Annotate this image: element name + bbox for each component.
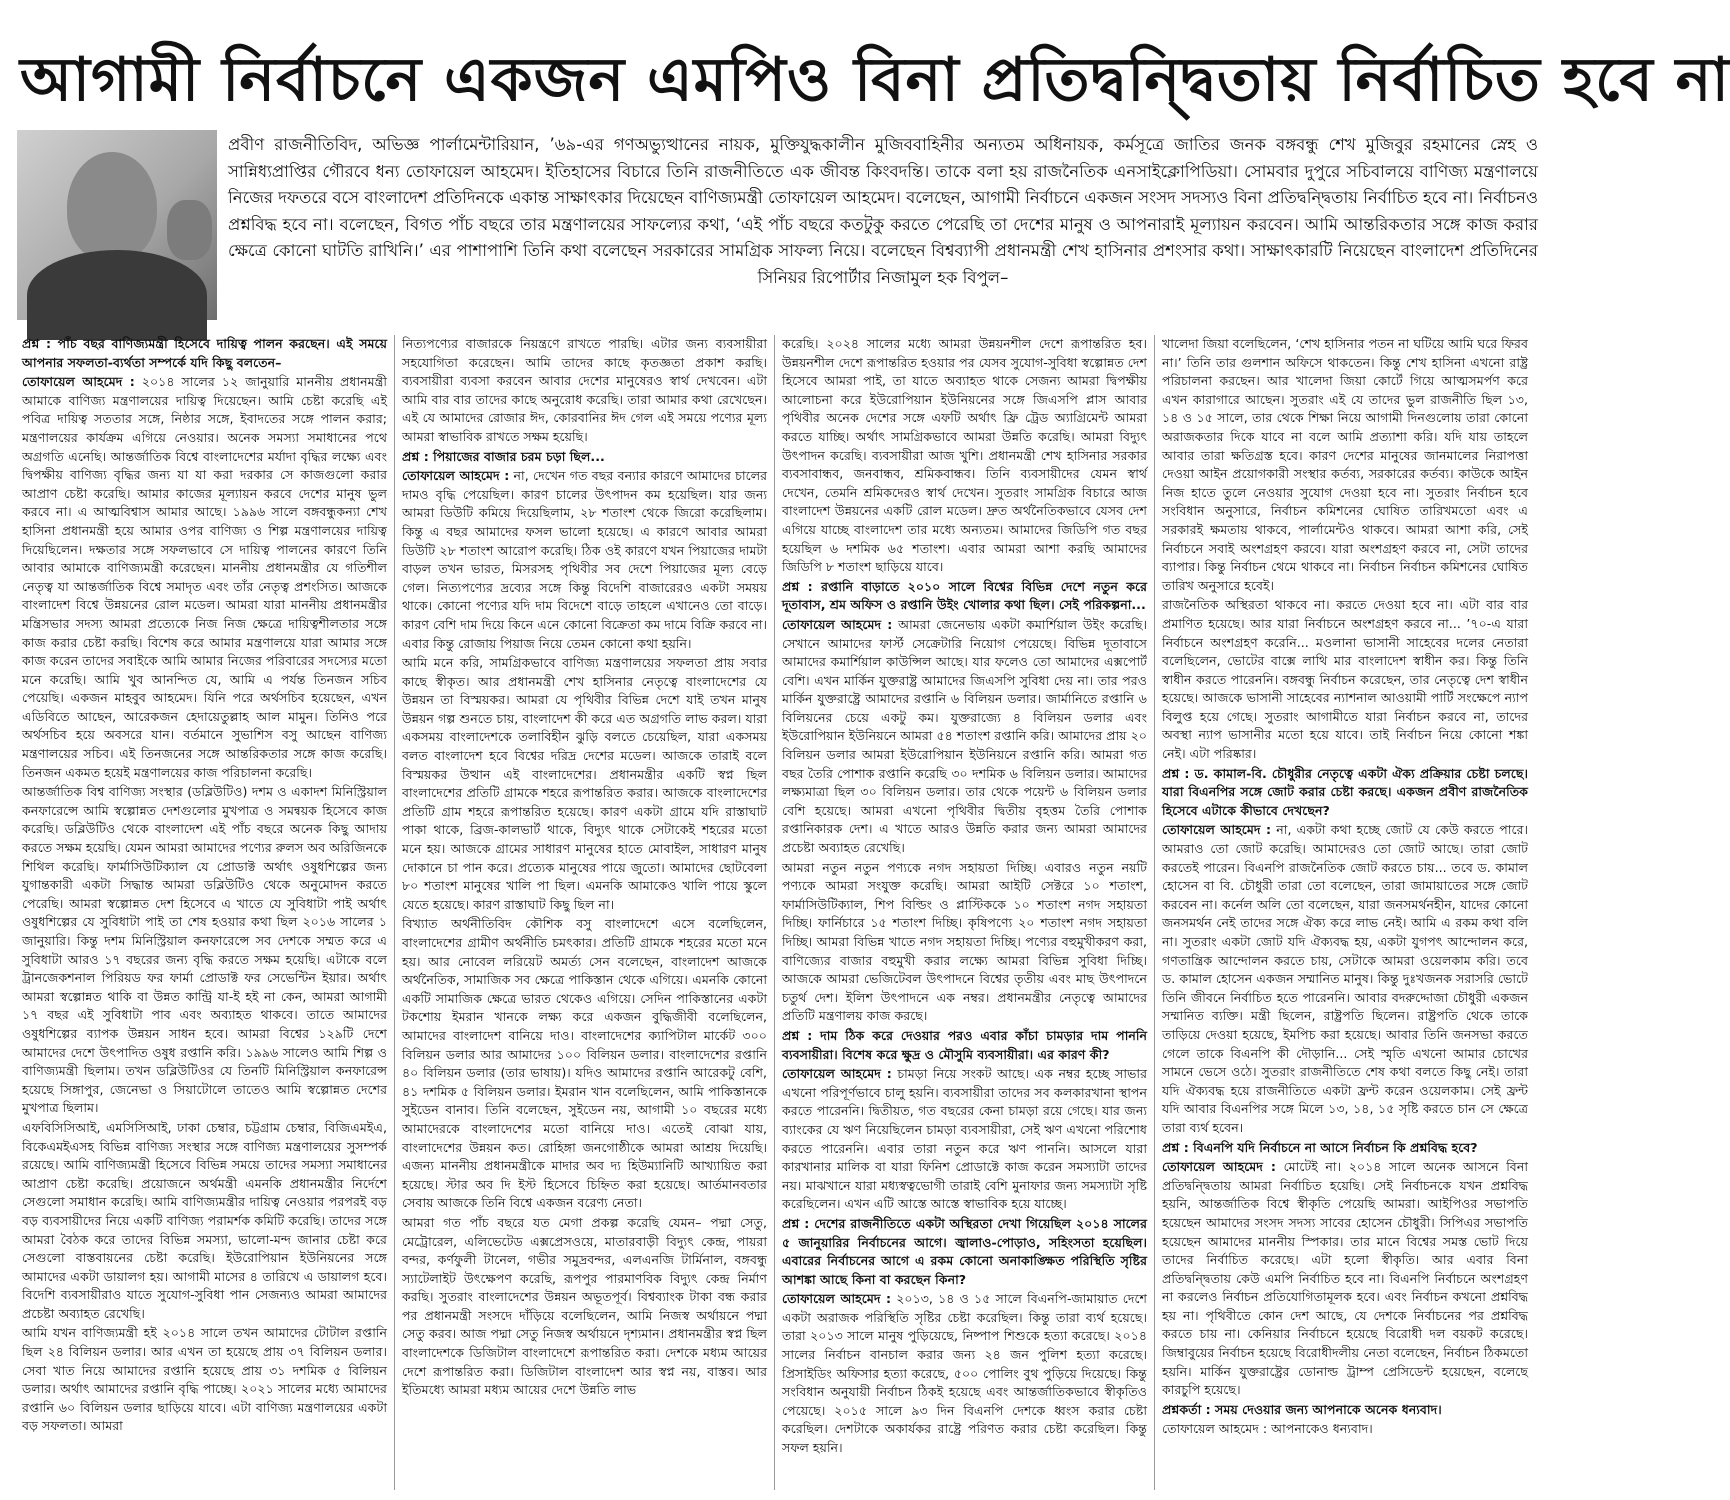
- article-paragraph: [782, 1290, 1147, 1457]
- headline: আগামী নির্বাচনে একজন এমপিও বিনা প্রতিদ্বন্দ্বিতায় নির্বাচিত হবে না: [20, 45, 1730, 115]
- article-paragraph: [22, 1119, 387, 1324]
- question-or-speaker-label: তোফায়েল আহমেদ :: [782, 1066, 892, 1082]
- article-paragraph: [22, 335, 387, 372]
- answer-text: করেছি। ২০২৪ সালের মধ্যে আমরা উন্নয়নশীল দেশে রূপান্তরিত হব। উন্নয়নশীল দেশে রূপান্তরিত হওয়ার পর যেসব সুযোগ-সুবিধা স্বল্পোন্নত দেশ হিসেবে আমরা পাই, তা যাতে অব্যাহত থাকে সেজন্য আমরা দ্বিপক্ষীয় আলোচনা করে ইউরোপিয়ান ইউনিয়নের সঙ্গে জিএসপি প্লাস আবার পৃথিবীর অনেক দেশের সঙ্গে এফটি অর্থাৎ ফ্রি ট্রেড অ্যাগ্রিমেন্ট আমরা করতে যাচ্ছি। অর্থাৎ সামগ্রিকভাবে আমরা উন্নতি করেছি। আমরা বিদ্যুৎ উৎপাদন করেছি। ব্যবসায়ীরা আজ খুশি। প্রধানমন্ত্রী শেখ হাসিনার সরকার ব্যবসাবান্ধব, জনবান্ধব, শ্রমিকবান্ধব। তিনি ব্যবসায়ীদের যেমন স্বার্থ দেখেন, তেমনি শ্রমিকদেরও স্বার্থ দেখেন। সুতরাং সামগ্রিক বিচারে আজ বাংলাদেশ উন্নয়নের একটি রোল মডেল। দ্রুত অর্থনৈতিকভাবে যেসব দেশ এগিয়ে যাচ্ছে বাংলাদেশ তার মধ্যে অন্যতম। আমাদের জিডিপি গত বছর হয়েছিল ৬ দশমিক ৬৫ শতাংশ। এবার আমরা আশা করছি আমাদের জিডিপি ৮ শতাংশ ছাড়িয়ে যাবে।: [782, 336, 1147, 575]
- article-paragraph: [782, 1215, 1147, 1289]
- answer-text: আমরা জেনেভায় একটা কমার্শিয়াল উইং করেছি। সেখানে আমাদের ফার্স্ট সেক্রেটারি নিয়োগ পেয়েছে। বিভিন্ন দূতাবাসে আমাদের কমার্শিয়াল কাউন্সিল আছে। যার ফলেও তো আমাদের এক্সপোর্ট বেশি। এখন মার্কিন যুক্তরাষ্ট্র আমাদের জিএসপি সুবিধা দেয় না। তার পরও মার্কিন যুক্তরাষ্ট্রে আমাদের রপ্তানি ৬ বিলিয়ন ডলার। জার্মানিতে রপ্তানি ৬ বিলিয়নের চেয়ে একটু কম। যুক্তরাজ্যে ৪ বিলিয়ন ডলার এবং ইউরোপিয়ান ইউনিয়নে আমরা ৫৪ শতাংশ রপ্তানি করি। আমাদের প্রায় ২০ বিলিয়ন ডলার আমরা ইউরোপিয়ান ইউনিয়নে রপ্তানি করি। আমরা গত বছর তৈরি পোশাক রপ্তানি করেছি ৩০ দশমিক ৬ বিলিয়ন ডলার। আমাদের লক্ষ্যমাত্রা ছিল ৩০ বিলিয়ন ডলার। তার থেকে পয়েন্ট ৬ বিলিয়ন ডলার বেশি হয়েছে। আমরা এখনো পৃথিবীর দ্বিতীয় বৃহত্তম তৈরি পোশাক রপ্তানিকারক দেশ। এ খাতে আরও উন্নতি করার জন্য আমরা আমাদের প্রচেষ্টা অব্যাহত রেখেছি।: [782, 616, 1147, 856]
- portrait-head-shape: [67, 152, 157, 262]
- question-or-speaker-label: প্রশ্ন : দেশের রাজনীতিতে একটা অস্থিরতা দেখা গিয়েছিল ২০১৪ সালের ৫ জানুয়ারির নির্বাচনের আগে। জ্বালাও-পোড়াও, সহিংসতা হয়েছিল। এবারের নির্বাচনের আগে এ রকম কোনো অনাকাঙ্ক্ষিত পরিস্থিতি সৃষ্টির আশঙ্কা আছে কিনা বা করছেন কিনা?: [782, 1215, 1147, 1287]
- question-or-speaker-label: তোফায়েল আহমেদ :: [1162, 1159, 1276, 1175]
- article-paragraph: [22, 1324, 387, 1436]
- article-paragraph: [1162, 335, 1528, 595]
- question-or-speaker-label: তোফায়েল আহমেদ :: [402, 468, 510, 484]
- article-paragraph: [1162, 1158, 1528, 1400]
- article-paragraph: [1162, 1401, 1528, 1420]
- answer-text: আমরা গত পাঁচ বছরে যত মেগা প্রকল্প করেছি যেমন– পদ্মা সেতু, মেট্রোরেল, এলিভেটেড এক্সপ্রেসওয়ে, মাতারবাড়ী বিদ্যুৎ কেন্দ্র, পায়রা বন্দর, কর্ণফুলী টানেল, গভীর সমুদ্রবন্দর, এলএনজি টার্মিনাল, বঙ্গবন্ধু স্যাটেলাইট উৎক্ষেপণ করেছি, রূপপুর পারমাণবিক বিদ্যুৎ কেন্দ্র নির্মাণ করছি। সুতরাং বাংলাদেশের উন্নয়ন অভূতপূর্ব। বিশ্বব্যাংক টাকা বন্ধ করার পর প্রধানমন্ত্রী সংসদে দাঁড়িয়ে বলেছিলেন, আমি নিজস্ব অর্থায়নে পদ্মা সেতু করব। আজ পদ্মা সেতু নিজস্ব অর্থায়নে দৃশ্যমান। প্রধানমন্ত্রীর স্বপ্ন ছিল বাংলাদেশকে ডিজিটাল বাংলাদেশে রূপান্তরিত করা। দেশকে মধ্যম আয়ের দেশে রূপান্তরিত করা। ডিজিটাল বাংলাদেশ আর স্বপ্ন নয়, বাস্তব। আর ইতিমধ্যে আমরা মধ্যম আয়ের দেশে উন্নতি লাভ: [402, 1214, 767, 1398]
- article-paragraph: [402, 467, 767, 653]
- answer-text: আন্তর্জাতিক বিশ্ব বাণিজ্য সংস্থার (ডব্লিউটিও) দশম ও একাদশ মিনিস্ট্রিয়াল কনফারেন্সে আমি স্বল্পোন্নত দেশগুলোর মুখপাত্র ও সমন্বয়ক হিসেবে কাজ করেছি। ডব্লিউটিও থেকে বাংলাদেশ এই পাঁচ বছরে অনেক কিছু আদায় করতে সক্ষম হয়েছি। যেমন আমরা আমাদের পণ্যের রুলস অব অরিজিনকে শিথিল করেছি। ফার্মাসিউটিক্যাল যে প্রোডাক্ট অর্থাৎ ওষুধশিল্পের জন্য যুগান্তকারী একটা সিদ্ধান্ত আমরা ডব্লিউটিও থেকে অনুমোদন করতে পেরেছি। আমরা স্বল্পোন্নত দেশ হিসেবে এ খাতে যে সুবিধাটা পাই অর্থাৎ ওষুধশিল্পের যে সুবিধাটা পাই তা শেষ হওয়ার কথা ছিল ২০১৬ সালের ১ জানুয়ারি। কিন্তু দশম মিনিস্ট্রিয়াল কনফারেন্সে সব দেশকে সম্মত করে এ সুবিধাটা আরও ১৭ বছরের জন্য বৃদ্ধি করতে সক্ষম হয়েছি। এটাকে বলে ট্রানজেকশনাল পিরিয়ড ফর ফার্মা প্রোডাক্ট ফর সেভেন্টিন ইয়ার। অর্থাৎ আমরা স্বল্পোন্নত থাকি বা উন্নত কান্ট্রি যা-ই হই না কেন, আমরা আগামী ১৭ বছর এই সুবিধাটা পাব এবং অব্যাহত থাকবে। তাতে আমাদের ওষুধশিল্পের ব্যাপক উন্নয়ন সাধন হবে। আমরা বিশ্বের ১২৯টি দেশে আমাদের দেশে উৎপাদিত ওষুধ রপ্তানি করি। ১৯৯৬ সালেও আমি শিল্প ও বাণিজ্যমন্ত্রী ছিলাম। তখন ডব্লিউটিওর যে তিনটি মিনিস্ট্রিয়াল কনফারেন্স হয়েছে সিঙ্গাপুর, জেনেভা ও সিয়াটোলে তাতেও আমি স্বল্পোন্নত দেশের মুখপাত্র ছিলাম।: [22, 784, 387, 1116]
- article-paragraph: [22, 783, 387, 1118]
- article-paragraph: [782, 335, 1147, 577]
- question-or-speaker-label: তোফায়েল আহমেদ :: [782, 1291, 892, 1307]
- article-paragraph: [782, 1027, 1147, 1064]
- portrait-hand-shape: [167, 200, 212, 260]
- answer-text: নিত্যপণ্যের বাজারকে নিয়ন্ত্রণে রাখতে পারছি। এটার জন্য ব্যবসায়ীরা সহযোগিতা করেছেন। আমি তাদের কাছে কৃতজ্ঞতা প্রকাশ করছি। ব্যবসায়ীরা ব্যবসা করবেন আবার দেশের মানুষেরও স্বার্থ দেখবেন। এটা আমি বার বার তাদের কাছে অনুরোধ করেছি। তারা আমার কথা রেখেছেন। এই যে আমাদের রোজার ঈদ, কোরবানির ঈদ গেল এই সময়ে পণ্যের মূল্য আমরা স্বাভাবিক রাখতে সক্ষম হয়েছি।: [402, 336, 767, 444]
- portrait-body-shape: [27, 250, 207, 340]
- answer-text: আমি যখন বাণিজ্যমন্ত্রী হই ২০১৪ সালে তখন আমাদের টোটাল রপ্তানি ছিল ২৪ বিলিয়ন ডলার। আর এখন তা হয়েছে প্রায় ৩৭ বিলিয়ন ডলার। সেবা খাত নিয়ে আমাদের রপ্তানি হয়েছে প্রায় ৩১ দশমিক ৫ বিলিয়ন ডলার। অর্থাৎ আমাদের রপ্তানি বৃদ্ধি পাচ্ছে। ২০২১ সালের মধ্যে আমাদের রপ্তানি ৬০ বিলিয়ন ডলার ছাড়িয়ে যাবে। এটা বাণিজ্য মন্ত্রণালয়ের একটা বড় সফলতা। আমরা: [22, 1325, 387, 1434]
- article-paragraph: [782, 859, 1147, 1026]
- article-columns: [15, 335, 1542, 1490]
- intro-paragraph: প্রবীণ রাজনীতিবিদ, অভিজ্ঞ পার্লামেন্টারিয়ান, ’৬৯-এর গণঅভ্যুত্থানের নায়ক, মুক্তিযুদ্ধকালীন মুজিববাহিনীর অন্যতম অধিনায়ক, কর্মসূত্রে জাতির জনক বঙ্গবন্ধু শেখ মুজিবুর রহমানের স্নেহ ও সান্নিধ্যপ্রাপ্তির গৌরবে ধন্য তোফায়েল আহমেদ। ইতিহাসের বিচারে তিনি রাজনীতিতে এক জীবন্ত কিংবদন্তি। তাকে বলা হয় রাজনৈতিক এনসাইক্লোপিডিয়া। সোমবার দুপুরে সচিবালয়ে বাণিজ্য মন্ত্রণালয়ে নিজের দফতরে বসে বাংলাদেশ প্রতিদিনকে একান্ত সাক্ষাৎকার দিয়েছেন বাণিজ্যমন্ত্রী তোফায়েল আহমেদ। বলেছেন, আগামী নির্বাচনে একজন সংসদ সদস্যও বিনা প্রতিদ্বন্দ্বিতায় নির্বাচিত হবে না। নির্বাচনও প্রশ্নবিদ্ধ হবে না। বলেছেন, বিগত পাঁচ বছরে তার মন্ত্রণালয়ের সাফল্যের কথা, ‘এই পাঁচ বছরে কতটুকু করতে পেরেছি তা দেশের মানুষ ও আপনারাই মূল্যায়ন করবেন। আমি আন্তরিকতার সঙ্গে কাজ করার ক্ষেত্রে কোনো ঘাটতি রাখিনি।’ এর পাশাপাশি তিনি কথা বলেছেন সরকারের সামগ্রিক সাফল্য নিয়ে। বলেছেন বিশ্বব্যাপী প্রধানমন্ত্রী শেখ হাসিনার প্রশংসার কথা। সাক্ষাৎকারটি নিয়েছেন বাংলাদেশ প্রতিদিনের সিনিয়র রিপোর্টার নিজামুল হক বিপুল–: [228, 135, 1538, 287]
- question-or-speaker-label: তোফায়েল আহমেদ :: [782, 616, 893, 632]
- question-or-speaker-label: প্রশ্ন : ড. কামাল-বি. চৌধুরীর নেতৃত্বে একটা ঐক্য প্রক্রিয়ার চেষ্টা চলছে। যারা বিএনপির সঙ্গে জোট করার চেষ্টা করছে। একজন প্রবীণ রাজনৈতিক হিসেবে এটাকে কীভাবে দেখছেন?: [1162, 765, 1528, 818]
- article-paragraph: [402, 335, 767, 447]
- answer-text: তোফায়েল আহমেদ : আপনাকেও ধন্যবাদ।: [1162, 1421, 1373, 1437]
- question-or-speaker-label: প্রশ্ন : রপ্তানি বাড়াতে ২০১০ সালে বিশ্বের বিভিন্ন দেশে নতুন করে দূতাবাস, শ্রম অফিস ও রপ্তানি উইং খোলার কথা ছিল। সেই পরিকল্পনা...: [782, 578, 1147, 613]
- article-paragraph: [402, 654, 767, 914]
- article-paragraph: [22, 373, 387, 782]
- answer-text: ২০১৩, ১৪ ও ১৫ সালে বিএনপি-জামায়াত দেশে একটা অরাজক পরিস্থিতি সৃষ্টির চেষ্টা করেছিল। কিন্তু তারা ব্যর্থ হয়েছে। তারা ২০১৩ সালে মানুষ পুড়িয়েছে, নিষ্পাপ শিশুকে হত্যা করেছে। ২০১৪ সালের নির্বাচন বানচাল করার জন্য ২৪ জন পুলিশ হত্যা করেছে। প্রিসাইডিং অফিসার হত্যা করেছে, ৫০০ পোলিং বুথ পুড়িয়ে দিয়েছে। কিন্তু সংবিধান অনুযায়ী নির্বাচন ঠিকই হয়েছে এবং আন্তর্জাতিকভাবে স্বীকৃতিও পেয়েছে। ২০১৫ সালে ৯৩ দিন বিএনপি দেশকে ধ্বংস করার চেষ্টা করেছিল। দেশটাকে অকার্যকর রাষ্ট্রে পরিণত করার চেষ্টা করেছিল। কিন্তু সফল হয়নি।: [782, 1291, 1147, 1456]
- article-paragraph: [782, 578, 1147, 615]
- article-paragraph: [402, 1214, 767, 1400]
- article-column-3: [775, 335, 1155, 1490]
- question-or-speaker-label: তোফায়েল আহমেদ :: [1162, 822, 1272, 838]
- question-or-speaker-label: প্রশ্ন : পাঁচ বছর বাণিজ্যমন্ত্রী হিসেবে দায়িত্ব পালন করছেন। এই সময়ে আপনার সফলতা-ব্যর্থতা সম্পর্কে যদি কিছু বলতেন–: [22, 336, 387, 370]
- article-paragraph: [1162, 1420, 1528, 1439]
- answer-text: না, একটা কথা হচ্ছে জোট যে কেউ করতে পারে। আমরাও তো জোট করেছি। আমাদেরও তো জোট আছে। তারা জোট করতেই পারেন। বিএনপি রাজনৈতিক জোট করতে চায়... তবে ড. কামাল হোসেন বা বি. চৌধুরী তারা তো বলেছেন, তারা জামায়াতের সঙ্গে জোট করবেন না। কর্নেল অলি তো বলেছেন, যারা জনসমর্থনহীন, যাদের কোনো জনসমর্থন নেই তাদের সঙ্গে ঐক্য করে লাভ নেই। আমি এ রকম কথা বলি না। সুতরাং একটা জোট যদি ঐক্যবদ্ধ হয়, একটা যুগপৎ আন্দোলন করে, গণতান্ত্রিক আন্দোলন করতে চায়, সেটাকে আমরা ওয়েলকাম করি। তবে ড. কামাল হোসেন একজন সম্মানিত মানুষ। কিন্তু দুঃখজনক সরাসরি ভোটে তিনি জীবনে নির্বাচিত হতে পারেননি। আবার বদরুদ্দোজা চৌধুরী একজন সম্মানিত ব্যক্তি। মন্ত্রী ছিলেন, রাষ্ট্রপতি ছিলেন। রাষ্ট্রপতি থেকে তাকে তাড়িয়ে দেওয়া হয়েছে, ইমপিচ করা হয়েছে। আবার তিনি জনসভা করতে গেলে তাকে বিএনপি কী দৌড়ানি... সেই স্মৃতি এখনো আমার চোখের সামনে ভেসে ওঠে। সুতরাং রাজনীতিতে শেষ কথা বলতে কিছু নেই। তারা যদি ঐক্যবদ্ধ হয়ে রাজনীতিতে একটা ফ্রন্ট করেন ওয়েলকাম। সেই ফ্রন্ট যদি আবার বিএনপির সঙ্গে মিলে ১৩, ১৪, ১৫ সৃষ্টি করতে চান সে ক্ষেত্রে তারা ব্যর্থ হবেন।: [1162, 822, 1529, 1135]
- question-or-speaker-label: প্রশ্ন : দাম ঠিক করে দেওয়ার পরও এবার কাঁচা চামড়ার দাম পাননি ব্যবসায়ীরা। বিশেষ করে ক্ষুদ্র ও মৌসুমি ব্যবসায়ীরা। এর কারণ কী?: [782, 1027, 1147, 1062]
- article-paragraph: [402, 448, 767, 467]
- portrait-photo: [17, 130, 217, 320]
- article-paragraph: [1162, 1139, 1528, 1158]
- answer-text: এফবিসিসিআই, এমসিসিআই, ঢাকা চেম্বার, চট্টগ্রাম চেম্বার, বিজিএমইএ, বিকেএমইএসহ বিভিন্ন বাণিজ্য সংস্থার সঙ্গে বাণিজ্য মন্ত্রণালয়ের সুসম্পর্ক রয়েছে। আমি বাণিজ্যমন্ত্রী হিসেবে বিভিন্ন সময়ে তাদের সমস্যা সমাধানের আপ্রাণ চেষ্টা করেছি। প্রয়োজনে অর্থমন্ত্রী এমনকি প্রধানমন্ত্রীর নির্দেশে সেগুলো সমাধান করেছি। আমি বাণিজ্যমন্ত্রীর দায়িত্ব নেওয়ার পরপরই বড় বড় ব্যবসায়ীদের নিয়ে একটি বাণিজ্য পরামর্শক কমিটি করেছি। তাদের সঙ্গে আমরা বৈঠক করে তাদের বিভিন্ন সমস্যা, ভালো-মন্দ জানার চেষ্টা করে সেগুলো বাস্তবায়নের চেষ্টা করেছি। ইউরোপিয়ান ইউনিয়নের সঙ্গে আমাদের একটা ডায়ালগ হয়। আগামী মাসের ৪ তারিখে এ ডায়ালগ হবে। বিদেশি ব্যবসায়ীরাও যাতে সুযোগ-সুবিধা পান সেজন্যও আমরা আমাদের প্রচেষ্টা অব্যাহত রেখেছি।: [22, 1119, 387, 1321]
- article-column-2: [395, 335, 775, 1490]
- question-or-speaker-label: প্রশ্ন : বিএনপি যদি নির্বাচনে না আসে নির্বাচন কি প্রশ্নবিদ্ধ হবে?: [1162, 1139, 1478, 1155]
- answer-text: রাজনৈতিক অস্থিরতা থাকবে না। করতে দেওয়া হবে না। এটা বার বার প্রমাণিত হয়েছে। আর যারা নির্বাচনে অংশগ্রহণ করবে না... ’৭০-এ যারা নির্বাচনে অংশগ্রহণ করেনি... মওলানা ভাসানী সাহেবের দলের নেতারা বলেছিলেন, ভোটের বাক্সে লাথি মার বাংলাদেশ স্বাধীন কর। কিন্তু তিনি স্বাধীন করতে পারেননি। বঙ্গবন্ধু নির্বাচন করেছেন, তার নেতৃত্বে দেশ স্বাধীন হয়েছে। আজকে ভাসানী সাহেবের ন্যাশনাল আওয়ামী পার্টি সংক্ষেপে ন্যাপ বিলুপ্ত হয়ে গেছে। সুতরাং আগামীতে যারা নির্বাচন করবে না, তাদের অবস্থা ন্যাপ ভাসানীর মতো হয়ে যাবে। তাই নির্বাচন নিয়ে কোনো শঙ্কা নেই। এটা পরিষ্কার।: [1162, 597, 1528, 762]
- article-paragraph: [782, 616, 1147, 858]
- article-column-4: [1155, 335, 1535, 1490]
- answer-text: মোটেই না। ২০১৪ সালে অনেক আসনে বিনা প্রতিদ্বন্দ্বিতায় আমরা নির্বাচিত হয়েছি। সেই নির্বাচনকে যখন প্রশ্নবিদ্ধ হয়নি, আন্তর্জাতিক বিশ্বে স্বীকৃতি পেয়েছি আমরা। আইপিওর সভাপতি হয়েছেন আমাদের সংসদ সদস্য সাবের হোসেন চৌধুরী। সিপিএর সভাপতি হয়েছেন আমাদের মাননীয় স্পিকার। তার মানে বিশ্বের সমস্ত ভোট দিয়ে তাদের নির্বাচিত করেছে। এটা হলো স্বীকৃতি। আর এবার বিনা প্রতিদ্বন্দ্বিতায় কেউ এমপি নির্বাচিত হবে না। বিএনপি নির্বাচনে অংশগ্রহণ না করলেও নির্বাচন প্রতিযোগিতামূলক হবে। এবং নির্বাচন কখনো প্রশ্নবিদ্ধ হয় না। পৃথিবীতে কোন দেশ আছে, যে দেশকে নির্বাচনের পর প্রশ্নবিদ্ধ করতে চায় না। কেনিয়ার নির্বাচনে হয়েছে বিরোধী দল বয়কট করেছে। জিম্বাবুয়ের নির্বাচন হয়েছে বিরোধীদলীয় নেতা বলেছেন, নির্বাচন ঠিকমতো হয়নি। মার্কিন যুক্তরাষ্ট্রের ডোনাল্ড ট্রাম্প প্রেসিডেন্ট হয়েছেন, বলেছে কারচুপি হয়েছে।: [1162, 1159, 1528, 1398]
- answer-text: ২০১৪ সালের ১২ জানুয়ারি মাননীয় প্রধানমন্ত্রী আমাকে বাণিজ্য মন্ত্রণালয়ের দায়িত্ব দিয়েছেন। আমি চেষ্টা করেছি এই পবিত্র দায়িত্ব সততার সঙ্গে, নিষ্ঠার সঙ্গে, ইবাদতের সঙ্গে পালন করার; মন্ত্রণালয়ের কার্যক্রম এগিয়ে নেওয়ার। অনেক সমস্যা সমাধানের পথে অগ্রগতি এনেছি। আন্তর্জাতিক বিশ্বে বাংলাদেশের মর্যাদা বৃদ্ধির লক্ষ্যে এবং দ্বিপক্ষীয় বাণিজ্য বৃদ্ধির জন্য যা যা করা দরকার সে কাজগুলো করার আপ্রাণ চেষ্টা করেছি। আমার কাজের মূল্যায়ন করবে দেশের মানুষ ভুল করবে না। এ আত্মবিশ্বাস আমার আছে। ১৯৯৬ সালে বঙ্গবন্ধুকন্যা শেখ হাসিনা প্রধানমন্ত্রী হয়ে আমার ওপর বাণিজ্য ও শিল্প মন্ত্রণালয়ের দায়িত্ব দিয়েছিলেন। দক্ষতার সঙ্গে সফলভাবে সে দায়িত্ব পালনের কারণে তিনি আবার আমাকে বাণিজ্যমন্ত্রী করেছেন। মাননীয় প্রধানমন্ত্রীর যে গতিশীল নেতৃত্ব যা আন্তর্জাতিক বিশ্বে সমাদৃত এবং তাঁর নেতৃত্ব প্রশংসিত। আজকে বাংলাদেশ বিশ্বে উন্নয়নের রোল মডেল। আমরা যারা মাননীয় প্রধানমন্ত্রীর মন্ত্রিসভার সদস্য আমরা প্রত্যেকে নিজ নিজ ক্ষেত্রে দায়িত্বশীলতার সঙ্গে কাজ করার চেষ্টা করছি। বিশেষ করে আমার মন্ত্রণালয়ে যারা আমার সঙ্গে কাজ করেন তাদের সবাইকে আমি আমার নিজের পরিবারের সদস্যের মতো মনে করেছি। আমি খুব আনন্দিত যে, আমি এ পর্যন্ত তিনজন সচিব পেয়েছি। একজন মাহবুব আহমেদ। যিনি পরে অর্থসচিব হয়েছেন, এখন এডিবিতে আছেন, আরেকজন হেদায়েতুল্লাহ আল মামুন। তিনিও পরে অর্থসচিব হয়ে অবসরে যান। বর্তমানে সুভাশিস বসু আছেন বাণিজ্য মন্ত্রণালয়ের সচিব। এই তিনজনের সঙ্গে আন্তরিকতার সঙ্গে কাজ করেছি। তিনজন একমত হয়েই মন্ত্রণালয়ের কাজ পরিচালনা করেছি।: [22, 374, 388, 780]
- answer-text: চামড়া নিয়ে সংকট আছে। এক নম্বর হচ্ছে সাভার এখনো পরিপূর্ণভাবে চালু হয়নি। ব্যবসায়ীরা তাদের সব কলকারখানা স্থাপন করতে পারেননি। দ্বিতীয়ত, গত বছরের কেনা চামড়া রয়ে গেছে। যার জন্য ব্যাংকের যে ঋণ নিয়েছিলেন চামড়া ব্যবসায়ীরা, সেই ঋণ এখনো পরিশোধ করতে পারেননি। এবার তারা নতুন করে ঋণ পাননি। আসলে যারা কারখানার মালিক বা যারা ফিনিশ প্রোডাক্টে কাজ করেন সমস্যাটা তাদের নয়। মাঝখানে যারা মধ্যস্বত্বভোগী তারাই বেশি মুনাফার জন্য সমস্যাটা সৃষ্টি করেছিলেন। এখন এটি আস্তে আস্তে স্বাভাবিক হয়ে যাচ্ছে।: [782, 1066, 1147, 1212]
- question-or-speaker-label: প্রশ্নকর্তা : সময় দেওয়ার জন্য আপনাকে অনেক ধন্যবাদ।: [1162, 1401, 1442, 1417]
- answer-text: না, দেখেন গত বছর বন্যার কারণে আমাদের চালের দামও বৃদ্ধি পেয়েছিল। কারণ চালের উৎপাদন কম হয়েছিল। যার জন্য আমরা ডিউটি কমিয়ে দিয়েছিলাম, ২৮ শতাংশ থেকে জিরো করেছিলাম। কিন্তু এ বছর আমাদের ফসল ভালো হয়েছে। এ কারণে আবার আমরা ডিউটি ২৮ শতাংশ আরোপ করেছি। ঠিক ওই কারণে যখন পিয়াজের দামটা বাড়ল তখন ভারত, মিসরসহ পৃথিবীর সব দেশে পিয়াজের মূল্য বেড়ে গেল। নিত্যপণ্যের দ্রব্যের সঙ্গে কিন্তু বিদেশি বাজারেরও একটা সময়য় থাকে। কোনো পণ্যের যদি দাম বিদেশে বাড়ে তাহলে এখানেও তো বাড়ে। কারণ বেশি দাম দিয়ে কিনে এনে কোনো বিক্রেতা কম দামে বিক্রি করবে না। এবার কিন্তু রোজায় পিয়াজ নিয়ে তেমন কোনো কথা হয়নি।: [402, 468, 767, 651]
- answer-text: আমি মনে করি, সামগ্রিকভাবে বাণিজ্য মন্ত্রণালয়ের সফলতা প্রায় সবার কাছে স্বীকৃত। আর প্রধানমন্ত্রী শেখ হাসিনার নেতৃত্বে বাংলাদেশের যে উন্নয়ন তা বিস্ময়কর। আমরা যে পৃথিবীর বিভিন্ন দেশে যাই তখন মানুষ উন্নয়ন গল্প শুনতে চায়, বাংলাদেশ কী করে এত অগ্রগতি লাভ করল। যারা একসময় বাংলাদেশকে তলাবিহীন ঝুড়ি বলতে চেয়েছিল, যারা একসময় বলত বাংলাদেশ হবে বিশ্বের দরিদ্র দেশের মডেল। আজকে তারাই বলে বিস্ময়কর উত্থান এই বাংলাদেশের। প্রধানমন্ত্রীর একটি স্বপ্ন ছিল বাংলাদেশের প্রতিটি গ্রামকে শহরে রূপান্তরিত করার। আজকে বাংলাদেশের প্রতিটি গ্রাম শহরে রূপান্তরিত হয়েছে। কারণ একটা গ্রামে যদি রাস্তাঘাট পাকা থাকে, ব্রিজ-কালভার্ট থাকে, বিদ্যুৎ থাকে সেটাকেই শহরের মতো মনে হয়। আজকে গ্রামের সাধারণ মানুষের হাতে মোবাইল, সাধারণ মানুষ দোকানে চা পান করে। প্রত্যেক মানুষের পায়ে জুতো। আমাদের ছোটবেলা ৮০ শতাংশ মানুষের খালি পা ছিল। এমনকি আমাকেও খালি পায়ে স্কুলে যেতে হয়েছে। কারণ রাস্তাঘাট কিছু ছিল না।: [402, 655, 767, 912]
- answer-text: আমরা নতুন নতুন পণ্যকে নগদ সহায়তা দিচ্ছি। এবারও নতুন নয়টি পণ্যকে আমরা সংযুক্ত করেছি। আমরা আইটি সেক্টরে ১০ শতাংশ, ফার্মাসিউটিক্যাল, শিপ বিল্ডিং ও প্লাস্টিককে ১০ শতাংশ নগদ সহায়তা দিচ্ছি। ফার্নিচারে ১৫ শতাংশ দিচ্ছি। কৃষিপণ্যে ২০ শতাংশ নগদ সহায়তা দিচ্ছি। আমরা বিভিন্ন খাতে নগদ সহায়তা দিচ্ছি। পণ্যের বহুমুখীকরণ করা, বাণিজ্যের বাজার বহুমুখী করার লক্ষ্যে আমরা বিভিন্ন সুবিধা দিচ্ছি। আজকে আমরা ভেজিটেবল উৎপাদনে বিশ্বের তৃতীয় এবং মাছ উৎপাদনে চতুর্থ দেশ। ইলিশ উৎপাদনে এক নম্বর। প্রধানমন্ত্রীর নেতৃত্বে আমাদের প্রতিটি মন্ত্রণালয় কাজ করছে।: [782, 859, 1147, 1024]
- article-paragraph: [1162, 821, 1528, 1137]
- article-paragraph: [402, 915, 767, 1213]
- question-or-speaker-label: প্রশ্ন : পিয়াজের বাজার চরম চড়া ছিল...: [402, 448, 605, 464]
- article-paragraph: [1162, 765, 1528, 821]
- answer-text: খালেদা জিয়া বলেছিলেন, ‘শেখ হাসিনার পতন না ঘটিয়ে আমি ঘরে ফিরব না।’ তিনি তার গুলশান অফিসে থাকতেন। কিন্তু শেখ হাসিনা এখনো রাষ্ট্র পরিচালনা করছেন। আর খালেদা জিয়া কোর্টে গিয়ে আত্মসমর্পণ করে এখন কারাগারে আছেন। সুতরাং এই যে তাদের ভুল রাজনীতি ছিল ১৩, ১৪ ও ১৫ সালে, তার থেকে শিক্ষা নিয়ে আগামী দিনগুলোয় তারা কোনো অরাজকতার দিকে যাবে না বলে আমি প্রত্যাশা করি। যদি যায় তাহলে আবার তারা ক্ষতিগ্রস্ত হবে। কারণ দেশের মানুষের জানমালের নিরাপত্তা দেওয়া আইন প্রয়োগকারী সংস্থার কর্তব্য, সরকারের কর্তব্য। কাউকে আইন নিজ হাতে তুলে নেওয়ার সুযোগ দেওয়া হবে না। সুতরাং নির্বাচন হবে সংবিধান অনুসারে, নির্বাচন কমিশনের ঘোষিত তারিখমতো এবং এ সরকারই ক্ষমতায় থাকবে, পার্লামেন্টও থাকবে। আমরা আশা করি, সেই নির্বাচনে সবাই অংশগ্রহণ করবে। যারা অংশগ্রহণ করবে না, সেটা তাদের ব্যাপার। কিন্তু নির্বাচন থেমে থাকবে না। নির্বাচন নির্বাচন কমিশনের ঘোষিত তারিখ অনুসারে হবেই।: [1162, 336, 1528, 593]
- article-column-1: [15, 335, 395, 1490]
- article-paragraph: [1162, 596, 1528, 763]
- answer-text: বিখ্যাত অর্থনীতিবিদ কৌশিক বসু বাংলাদেশে এসে বলেছিলেন, বাংলাদেশের গ্রামীণ অর্থনীতি চমৎকার। প্রতিটি গ্রামকে শহরের মতো মনে হয়। আর নোবেল লরিয়েট অমর্ত্য সেন বলেছেন, বাংলাদেশ আজকে অর্থনৈতিক, সামাজিক সব ক্ষেত্রে পাকিস্তান থেকে এগিয়ে। এমনকি কোনো একটি সামাজিক ক্ষেত্রে ভারত থেকেও এগিয়ে। সেদিন পাকিস্তানের একটা টকশোয় ইমরান খানকে লক্ষ্য করে একজন বুদ্ধিজীবী বলেছিলেন, আমাদের বাংলাদেশ বানিয়ে দাও। বাংলাদেশের ক্যাপিটাল মার্কেট ৩০০ বিলিয়ন ডলার আর আমাদের ১০০ বিলিয়ন ডলার। বাংলাদেশের রপ্তানি ৪০ বিলিয়ন ডলার (তার ভাষায়)। যদিও আমাদের রপ্তানি আরেকটু বেশি, ৪১ দশমিক ৫ বিলিয়ন ডলার। ইমরান খান বলেছিলেন, আমি পাকিস্তানকে সুইডেন বানাব। তিনি বলেছেন, সুইডেন নয়, আগামী ১০ বছরের মধ্যে আমাদেরকে বাংলাদেশের মতো বানিয়ে দাও। এতেই বোঝা যায়, বাংলাদেশের উন্নয়ন কত। রোহিঙ্গা জনগোষ্ঠীকে আমরা আশ্রয় দিয়েছি। এজন্য মাননীয় প্রধানমন্ত্রীকে মাদার অব দ্য হিউম্যানিটি আখ্যায়িত করা হয়েছে। স্টার অব দি ইস্ট হিসেবে চিহ্নিত করা হয়েছে। আর্তমানবতার সেবায় আজকে তিনি বিশ্বে একজন বরেণ্য নেতা।: [402, 916, 767, 1211]
- article-paragraph: [782, 1065, 1147, 1214]
- question-or-speaker-label: তোফায়েল আহমেদ :: [22, 374, 135, 390]
